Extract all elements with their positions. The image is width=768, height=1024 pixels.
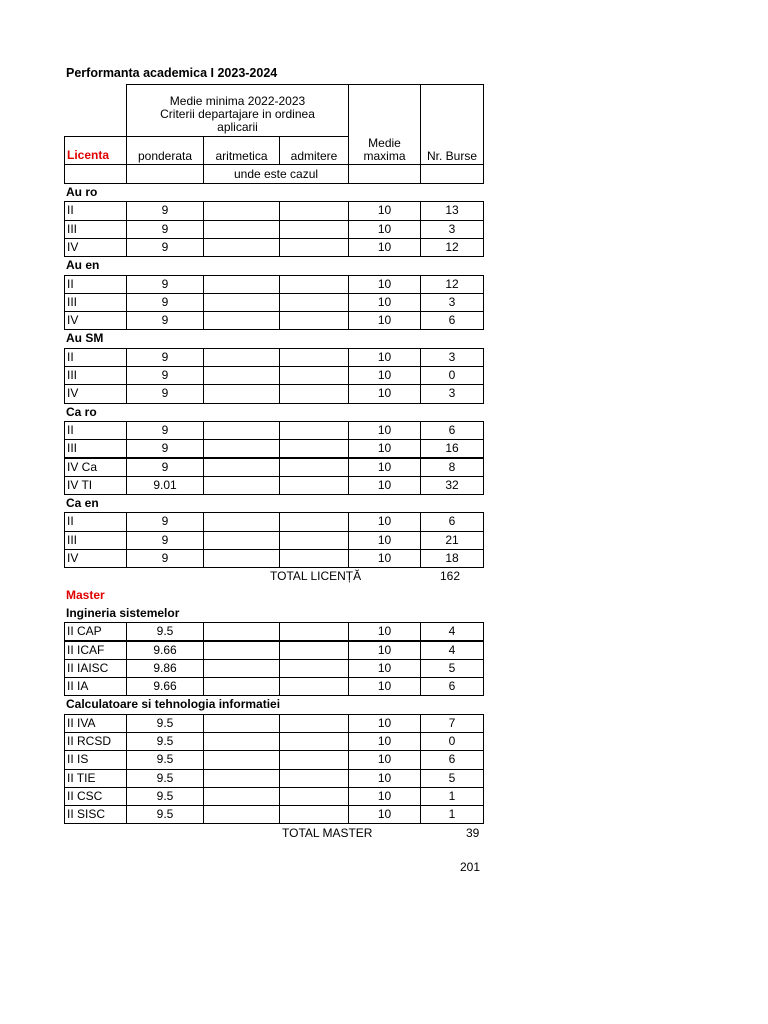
table-row xyxy=(64,769,484,787)
cell-adm xyxy=(279,787,349,806)
table-row xyxy=(64,421,484,439)
cell-label: IV xyxy=(64,384,127,403)
cell-pond: 9.5 xyxy=(126,750,204,769)
cell-arit xyxy=(203,439,280,458)
cell-burse: 3 xyxy=(420,348,484,367)
cell-arit xyxy=(203,659,280,678)
cell-burse: 4 xyxy=(420,641,484,660)
table-row xyxy=(64,714,484,732)
cell-label: II IA xyxy=(64,677,127,696)
cell-pond: 9.5 xyxy=(126,805,204,824)
cell-label: II ICAF xyxy=(64,641,127,660)
cell-max: 10 xyxy=(348,220,421,239)
header-arit-cell xyxy=(203,136,280,165)
cell-max: 10 xyxy=(348,238,421,257)
note-row-empty-3 xyxy=(348,164,421,184)
cell-pond: 9.66 xyxy=(126,677,204,696)
group-title: Ingineria sistemelor xyxy=(66,605,180,620)
cell-burse: 12 xyxy=(420,275,484,294)
header-group-label: Medie minima 2022-2023 xyxy=(169,94,306,108)
cell-adm xyxy=(279,439,349,458)
cell-pond: 9 xyxy=(126,366,204,385)
cell-max: 10 xyxy=(348,348,421,367)
cell-label: II xyxy=(64,512,127,531)
cell-adm xyxy=(279,458,349,477)
cell-max: 10 xyxy=(348,732,421,751)
cell-pond: 9 xyxy=(126,220,204,239)
cell-max: 10 xyxy=(348,458,421,477)
cell-adm xyxy=(279,622,349,641)
cell-burse: 32 xyxy=(420,476,484,495)
cell-arit xyxy=(203,531,280,550)
cell-adm xyxy=(279,531,349,550)
cell-arit xyxy=(203,476,280,495)
cell-pond: 9.5 xyxy=(126,787,204,806)
header-group-cell xyxy=(126,84,349,137)
cell-adm xyxy=(279,659,349,678)
cell-adm xyxy=(279,421,349,440)
cell-arit xyxy=(203,311,280,330)
table-row xyxy=(64,805,484,823)
cell-burse: 0 xyxy=(420,366,484,385)
cell-burse: 6 xyxy=(420,750,484,769)
cell-max: 10 xyxy=(348,366,421,385)
cell-label: II RCSD xyxy=(64,732,127,751)
cell-max: 10 xyxy=(348,512,421,531)
cell-max: 10 xyxy=(348,805,421,824)
header-max-cell xyxy=(348,84,421,165)
cell-pond: 9.5 xyxy=(126,714,204,733)
table-row xyxy=(64,549,484,567)
note-row-empty-2 xyxy=(126,164,204,184)
cell-adm xyxy=(279,201,349,220)
group-title: Ca en xyxy=(66,496,99,511)
cell-pond: 9 xyxy=(126,549,204,568)
cell-pond: 9 xyxy=(126,531,204,550)
cell-max: 10 xyxy=(348,531,421,550)
table-row xyxy=(64,293,484,311)
cell-adm xyxy=(279,769,349,788)
group-title: Ca ro xyxy=(66,404,97,419)
cell-burse: 6 xyxy=(420,421,484,440)
cell-burse: 6 xyxy=(420,512,484,531)
cell-arit xyxy=(203,805,280,824)
table-row xyxy=(64,677,484,695)
cell-label: II IS xyxy=(64,750,127,769)
cell-burse: 16 xyxy=(420,439,484,458)
cell-adm xyxy=(279,549,349,568)
cell-label: II SISC xyxy=(64,805,127,824)
cell-adm xyxy=(279,220,349,239)
cell-max: 10 xyxy=(348,677,421,696)
cell-label: III xyxy=(64,439,127,458)
grand-total: 201 xyxy=(460,860,481,875)
cell-adm xyxy=(279,805,349,824)
table-row xyxy=(64,750,484,768)
cell-burse: 6 xyxy=(420,311,484,330)
cell-max: 10 xyxy=(348,275,421,294)
cell-adm xyxy=(279,275,349,294)
table-row xyxy=(64,458,484,476)
cell-pond: 9 xyxy=(126,275,204,294)
group-title: Au SM xyxy=(66,331,104,346)
cell-label: IV xyxy=(64,549,127,568)
cell-burse: 3 xyxy=(420,220,484,239)
header-group-sub2: aplicarii xyxy=(217,120,258,134)
header-section-cell xyxy=(64,136,127,165)
total-licenta-value: 162 xyxy=(440,569,461,584)
cell-arit xyxy=(203,458,280,477)
table-row xyxy=(64,622,484,640)
table-row xyxy=(64,220,484,238)
table-row xyxy=(64,275,484,293)
cell-max: 10 xyxy=(348,293,421,312)
note-row-empty-4 xyxy=(420,164,484,184)
cell-arit xyxy=(203,238,280,257)
table-row xyxy=(64,238,484,256)
cell-pond: 9.66 xyxy=(126,641,204,660)
cell-burse: 3 xyxy=(420,384,484,403)
cell-label: II xyxy=(64,275,127,294)
cell-pond: 9 xyxy=(126,421,204,440)
cell-adm xyxy=(279,384,349,403)
cell-label: IV xyxy=(64,311,127,330)
table-row xyxy=(64,384,484,402)
cell-burse: 8 xyxy=(420,458,484,477)
cell-pond: 9 xyxy=(126,311,204,330)
cell-arit xyxy=(203,549,280,568)
cell-arit xyxy=(203,421,280,440)
cell-arit xyxy=(203,714,280,733)
cell-pond: 9 xyxy=(126,384,204,403)
cell-max: 10 xyxy=(348,476,421,495)
cell-max: 10 xyxy=(348,659,421,678)
total-master-value: 39 xyxy=(466,825,480,840)
table-row xyxy=(64,311,484,329)
cell-adm xyxy=(279,750,349,769)
cell-burse: 7 xyxy=(420,714,484,733)
header-pond-label: ponderata xyxy=(137,149,193,163)
cell-arit xyxy=(203,220,280,239)
group-title: Calculatoare si tehnologia informatiei xyxy=(66,697,281,712)
header-note: unde este cazul xyxy=(233,167,319,181)
cell-burse: 3 xyxy=(420,293,484,312)
cell-arit xyxy=(203,201,280,220)
cell-burse: 5 xyxy=(420,659,484,678)
cell-adm xyxy=(279,641,349,660)
cell-burse: 1 xyxy=(420,787,484,806)
cell-arit xyxy=(203,641,280,660)
table-row xyxy=(64,531,484,549)
cell-adm xyxy=(279,512,349,531)
section-label-licenta: Licenta xyxy=(67,148,110,162)
header-max-line2: maxima xyxy=(363,149,406,163)
cell-max: 10 xyxy=(348,750,421,769)
table-row xyxy=(64,366,484,384)
cell-burse: 5 xyxy=(420,769,484,788)
cell-pond: 9.5 xyxy=(126,769,204,788)
cell-arit xyxy=(203,769,280,788)
cell-burse: 6 xyxy=(420,677,484,696)
cell-label: II CAP xyxy=(64,622,127,641)
cell-burse: 13 xyxy=(420,201,484,220)
total-licenta-label: TOTAL LICENȚĂ xyxy=(270,569,362,584)
cell-pond: 9 xyxy=(126,238,204,257)
cell-burse: 12 xyxy=(420,238,484,257)
cell-max: 10 xyxy=(348,714,421,733)
cell-burse: 18 xyxy=(420,549,484,568)
cell-adm xyxy=(279,238,349,257)
cell-max: 10 xyxy=(348,549,421,568)
header-max-line1: Medie xyxy=(368,136,401,150)
cell-max: 10 xyxy=(348,439,421,458)
cell-max: 10 xyxy=(348,622,421,641)
cell-label: II xyxy=(64,201,127,220)
cell-adm xyxy=(279,677,349,696)
cell-label: III xyxy=(64,293,127,312)
header-adm-cell xyxy=(279,136,349,165)
cell-label: II IVA xyxy=(64,714,127,733)
cell-adm xyxy=(279,714,349,733)
header-group-sub1: Criterii departajare in ordinea xyxy=(160,107,315,121)
cell-pond: 9 xyxy=(126,293,204,312)
note-row-empty-1 xyxy=(64,164,127,184)
table-row xyxy=(64,659,484,677)
cell-pond: 9.5 xyxy=(126,732,204,751)
cell-arit xyxy=(203,622,280,641)
cell-arit xyxy=(203,512,280,531)
cell-label: IV xyxy=(64,238,127,257)
cell-burse: 4 xyxy=(420,622,484,641)
cell-adm xyxy=(279,366,349,385)
cell-pond: 9 xyxy=(126,348,204,367)
cell-pond: 9.01 xyxy=(126,476,204,495)
page-title: Performanta academica I 2023-2024 xyxy=(66,66,278,80)
table-row xyxy=(64,787,484,805)
header-arit-label: aritmetica xyxy=(215,149,268,163)
cell-label: II TIE xyxy=(64,769,127,788)
cell-label: III xyxy=(64,220,127,239)
cell-adm xyxy=(279,293,349,312)
cell-label: II xyxy=(64,421,127,440)
table-row xyxy=(64,476,484,494)
section-label-master: Master xyxy=(66,587,105,602)
cell-max: 10 xyxy=(348,201,421,220)
cell-max: 10 xyxy=(348,641,421,660)
cell-arit xyxy=(203,293,280,312)
cell-max: 10 xyxy=(348,311,421,330)
header-burse-label: Nr. Burse xyxy=(426,149,477,163)
cell-pond: 9 xyxy=(126,439,204,458)
cell-label: III xyxy=(64,531,127,550)
cell-max: 10 xyxy=(348,769,421,788)
cell-label: II CSC xyxy=(64,787,127,806)
cell-burse: 0 xyxy=(420,732,484,751)
group-title: Au ro xyxy=(66,185,98,199)
cell-label: II xyxy=(64,348,127,367)
cell-pond: 9 xyxy=(126,512,204,531)
cell-max: 10 xyxy=(348,384,421,403)
header-burse-cell xyxy=(420,84,484,165)
cell-label: II IAISC xyxy=(64,659,127,678)
cell-burse: 21 xyxy=(420,531,484,550)
header-adm-label: admitere xyxy=(290,149,338,163)
cell-label: III xyxy=(64,366,127,385)
group-title: Au en xyxy=(66,258,100,273)
table-header xyxy=(64,84,484,184)
cell-arit xyxy=(203,384,280,403)
cell-arit xyxy=(203,348,280,367)
cell-arit xyxy=(203,750,280,769)
table-row xyxy=(64,201,484,219)
cell-label: IV Ca xyxy=(64,458,127,477)
table-row xyxy=(64,348,484,366)
total-master-label: TOTAL MASTER xyxy=(282,825,373,840)
cell-arit xyxy=(203,732,280,751)
cell-arit xyxy=(203,275,280,294)
table-row xyxy=(64,641,484,659)
cell-max: 10 xyxy=(348,787,421,806)
cell-label: IV TI xyxy=(64,476,127,495)
cell-adm xyxy=(279,476,349,495)
cell-adm xyxy=(279,732,349,751)
table-row xyxy=(64,439,484,457)
table-row xyxy=(64,512,484,530)
cell-pond: 9 xyxy=(126,201,204,220)
cell-adm xyxy=(279,348,349,367)
cell-pond: 9 xyxy=(126,458,204,477)
header-pond-cell xyxy=(126,136,204,165)
cell-arit xyxy=(203,787,280,806)
cell-arit xyxy=(203,366,280,385)
cell-pond: 9.86 xyxy=(126,659,204,678)
cell-arit xyxy=(203,677,280,696)
cell-burse: 1 xyxy=(420,805,484,824)
note-row-cell xyxy=(203,164,349,184)
cell-max: 10 xyxy=(348,421,421,440)
cell-adm xyxy=(279,311,349,330)
cell-pond: 9.5 xyxy=(126,622,204,641)
table-row xyxy=(64,732,484,750)
